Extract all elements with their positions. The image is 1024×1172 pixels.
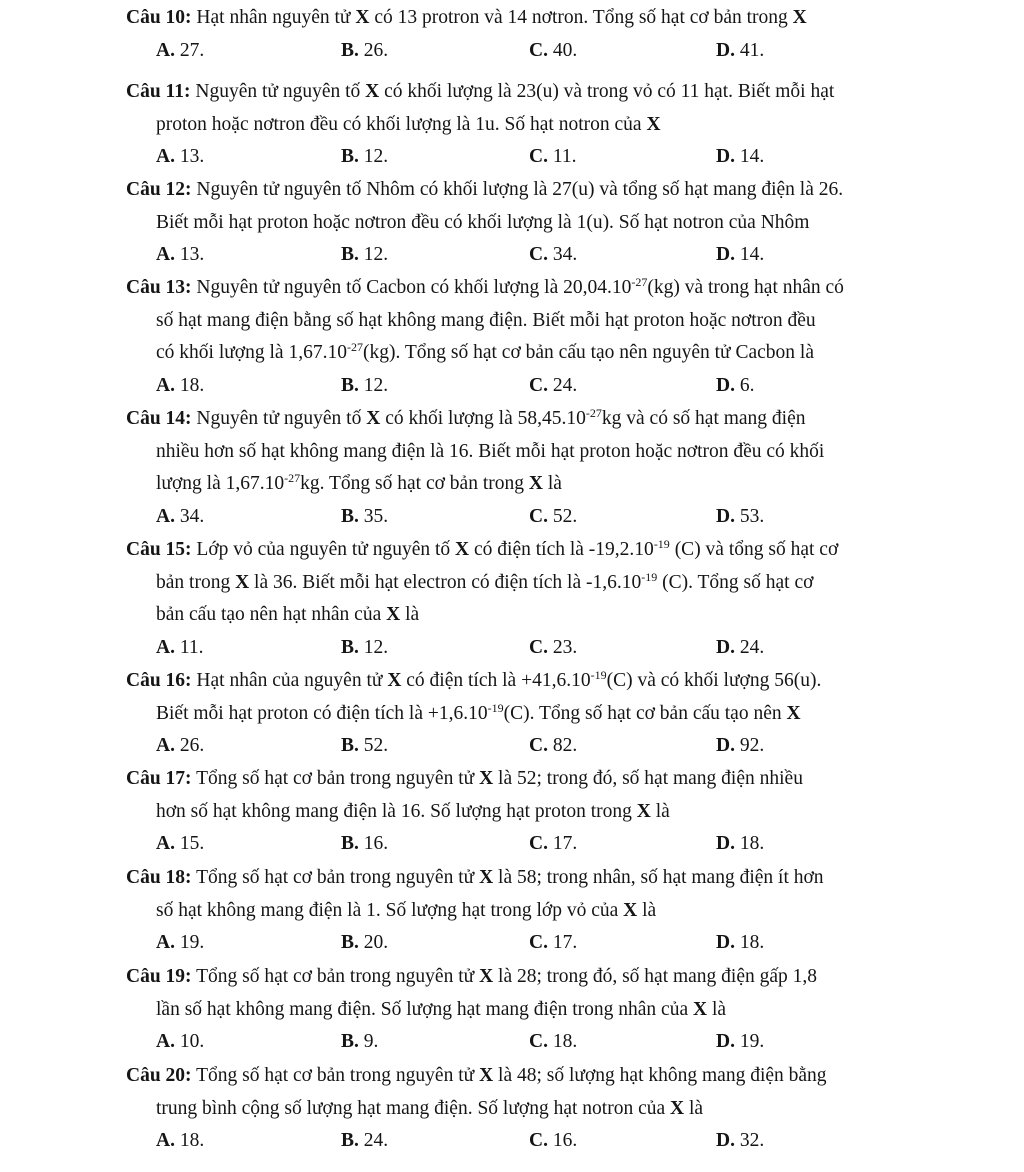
- element-symbol: X: [623, 899, 638, 921]
- answer-option-b[interactable]: [341, 636, 388, 662]
- answer-option-d[interactable]: [716, 505, 764, 531]
- question-number: Câu 17:: [126, 768, 192, 789]
- question-stem-first-line: [126, 178, 843, 204]
- option-value: 12.: [363, 637, 389, 659]
- question-text: bản cấu tạo nên hạt nhân của: [156, 604, 387, 626]
- option-value: 23.: [552, 637, 578, 659]
- answer-option-c[interactable]: [529, 39, 577, 65]
- question-number: Câu 19:: [126, 966, 192, 987]
- option-value: 17.: [552, 833, 578, 855]
- answer-option-c[interactable]: [529, 374, 577, 400]
- option-letter: C.: [529, 932, 548, 954]
- question-text: có khối lượng là 23(u) và trong vỏ có 11 hạt. Biết mỗi hạt: [379, 81, 835, 102]
- option-value: 24.: [739, 637, 765, 659]
- question-text: (C). Tổng số hạt cơ: [657, 571, 814, 593]
- element-symbol: X: [646, 113, 661, 135]
- question-number: Câu 10:: [126, 7, 192, 28]
- element-symbol: X: [786, 702, 801, 724]
- option-letter: B.: [341, 735, 359, 757]
- exponent: -27: [631, 275, 648, 289]
- question-text: có 13 protron và 14 nơtron. Tổng số hạt cơ bản trong: [369, 7, 793, 28]
- option-letter: A.: [156, 506, 175, 528]
- answer-option-a[interactable]: [156, 145, 204, 171]
- question-stem-first-line: [126, 276, 844, 302]
- exponent: -27: [585, 406, 602, 420]
- element-symbol: X: [479, 966, 494, 987]
- option-letter: B.: [341, 244, 359, 266]
- answer-option-b[interactable]: [341, 39, 388, 65]
- option-letter: A.: [156, 39, 175, 61]
- answer-option-c[interactable]: [529, 832, 577, 858]
- exponent: -19: [590, 668, 607, 682]
- option-letter: C.: [529, 506, 548, 528]
- option-value: 6.: [739, 375, 755, 397]
- option-value: 11.: [552, 146, 577, 168]
- question-text: có điện tích là -19,2.10: [469, 539, 654, 560]
- option-letter: D.: [716, 506, 735, 528]
- question-stem-first-line: [126, 538, 838, 564]
- option-letter: D.: [716, 244, 735, 266]
- option-value: 12.: [363, 244, 389, 266]
- question-stem-line: [156, 211, 809, 237]
- question-stem-first-line: [126, 669, 821, 695]
- question-text: Biết mỗi hạt proton có điện tích là +1,6.10: [156, 702, 488, 724]
- option-value: 10.: [179, 1031, 205, 1053]
- option-value: 26.: [179, 735, 205, 757]
- option-letter: A.: [156, 735, 175, 757]
- element-symbol: X: [386, 604, 401, 626]
- question-stem-first-line: [126, 965, 817, 991]
- option-value: 18.: [739, 932, 765, 954]
- question-text: hơn số hạt không mang điện là 16. Số lượng hạt proton trong: [156, 800, 637, 822]
- option-letter: B.: [341, 506, 359, 528]
- answer-option-d[interactable]: [716, 1030, 764, 1056]
- element-symbol: X: [366, 408, 381, 429]
- question-text: là: [707, 998, 727, 1020]
- option-value: 14.: [739, 146, 765, 168]
- question-text: là 28; trong đó, số hạt mang điện gấp 1,8: [493, 966, 818, 987]
- option-value: 34.: [552, 244, 578, 266]
- answer-option-a[interactable]: [156, 505, 204, 531]
- option-letter: B.: [341, 1031, 359, 1053]
- question-text: proton hoặc nơtron đều có khối lượng là 1u. Số hạt notron của: [156, 113, 647, 135]
- question-stem-first-line: [126, 407, 806, 433]
- answer-option-d[interactable]: [716, 931, 764, 957]
- option-letter: A.: [156, 1130, 175, 1152]
- option-letter: B.: [341, 146, 359, 168]
- question-number: Câu 13:: [126, 277, 192, 298]
- option-letter: A.: [156, 932, 175, 954]
- question-stem-line: [156, 440, 824, 466]
- element-symbol: X: [455, 539, 470, 560]
- option-value: 18.: [179, 375, 205, 397]
- option-letter: D.: [716, 375, 735, 397]
- option-value: 34.: [179, 506, 205, 528]
- question-text: là 48; số lượng hạt không mang điện bằng: [493, 1065, 827, 1086]
- option-letter: C.: [529, 833, 548, 855]
- answer-option-a[interactable]: [156, 39, 204, 65]
- answer-option-d[interactable]: [716, 374, 754, 400]
- option-value: 13.: [179, 244, 205, 266]
- question-text: là: [542, 473, 562, 495]
- answer-option-b[interactable]: [341, 243, 388, 269]
- question-text: bản trong: [156, 571, 236, 593]
- question-text: Nguyên tử nguyên tố: [195, 81, 366, 102]
- option-value: 19.: [179, 932, 205, 954]
- option-value: 40.: [552, 39, 578, 61]
- question-stem-line: [156, 998, 726, 1024]
- answer-option-b[interactable]: [341, 374, 388, 400]
- option-value: 26.: [363, 39, 389, 61]
- option-letter: A.: [156, 1031, 175, 1053]
- option-letter: D.: [716, 932, 735, 954]
- option-value: 12.: [363, 146, 389, 168]
- question-number: Câu 15:: [126, 539, 192, 560]
- question-text: là: [400, 604, 420, 626]
- question-text: (kg) và trong hạt nhân có: [647, 277, 844, 298]
- option-letter: B.: [341, 1130, 359, 1152]
- question-stem-line: [156, 899, 656, 925]
- answer-option-a[interactable]: [156, 931, 204, 957]
- answer-option-c[interactable]: [529, 1129, 577, 1155]
- answer-option-a[interactable]: [156, 734, 204, 760]
- question-stem-line: [156, 341, 814, 367]
- element-symbol: X: [235, 571, 250, 593]
- element-symbol: X: [528, 473, 543, 495]
- option-letter: D.: [716, 146, 735, 168]
- option-letter: D.: [716, 1130, 735, 1152]
- option-value: 53.: [739, 506, 765, 528]
- element-symbol: X: [479, 1065, 494, 1086]
- option-value: 15.: [179, 833, 205, 855]
- question-text: (C). Tổng số hạt cơ bản cấu tạo nên: [503, 702, 787, 724]
- question-stem-line: [156, 309, 816, 335]
- question-stem-line: [156, 702, 801, 728]
- question-text: là 52; trong đó, số hạt mang điện nhiều: [493, 768, 803, 789]
- exponent: -27: [284, 471, 301, 486]
- option-letter: C.: [529, 637, 548, 659]
- question-stem-line: [156, 113, 661, 139]
- question-text: nhiều hơn số hạt không mang điện là 16. Biết mỗi hạt proton hoặc nơtron đều có khối: [156, 440, 825, 462]
- question-stem-first-line: [126, 6, 807, 32]
- option-letter: A.: [156, 833, 175, 855]
- option-value: 19.: [739, 1031, 765, 1053]
- question-number: Câu 16:: [126, 670, 192, 691]
- option-letter: D.: [716, 39, 735, 61]
- question-text: (kg). Tổng số hạt cơ bản cấu tạo nên nguyên tử Cacbon là: [362, 342, 814, 364]
- option-value: 52.: [552, 506, 578, 528]
- question-text: (C) và tổng số hạt cơ: [669, 539, 839, 560]
- answer-option-d[interactable]: [716, 39, 764, 65]
- question-text: Tổng số hạt cơ bản trong nguyên tử: [196, 867, 480, 888]
- option-value: 11.: [179, 637, 204, 659]
- element-symbol: X: [693, 998, 708, 1020]
- option-value: 35.: [363, 506, 389, 528]
- answer-option-d[interactable]: [716, 1129, 764, 1155]
- question-text: có khối lượng là 1,67.10: [156, 342, 347, 364]
- question-text: Nguyên tử nguyên tố: [196, 408, 367, 429]
- option-letter: B.: [341, 833, 359, 855]
- exponent: -27: [346, 340, 363, 355]
- exponent: -19: [487, 700, 504, 715]
- exponent: -19: [653, 537, 670, 551]
- element-symbol: X: [365, 81, 380, 102]
- question-text: số hạt không mang điện là 1. Số lượng hạt trong lớp vỏ của: [156, 899, 624, 921]
- option-letter: D.: [716, 1031, 735, 1053]
- question-text: Biết mỗi hạt proton hoặc nơtron đều có khối lượng là 1(u). Số hạt notron của Nhôm: [156, 211, 810, 233]
- option-value: 16.: [552, 1130, 578, 1152]
- option-letter: A.: [156, 146, 175, 168]
- answer-option-a[interactable]: [156, 374, 204, 400]
- question-text: có điện tích là +41,6.10: [401, 670, 591, 691]
- question-number: Câu 11:: [126, 81, 191, 102]
- question-text: (C) và có khối lượng 56(u).: [606, 670, 822, 691]
- option-value: 41.: [739, 39, 765, 61]
- option-letter: D.: [716, 833, 735, 855]
- question-text: kg. Tổng số hạt cơ bản trong: [300, 473, 529, 495]
- exponent: -19: [641, 569, 658, 584]
- answer-option-c[interactable]: [529, 734, 577, 760]
- option-letter: B.: [341, 375, 359, 397]
- element-symbol: X: [479, 768, 494, 789]
- option-letter: C.: [529, 1031, 548, 1053]
- answer-option-a[interactable]: [156, 636, 204, 662]
- question-stem-line: [156, 1097, 703, 1123]
- option-letter: C.: [529, 39, 548, 61]
- question-number: Câu 14:: [126, 408, 192, 429]
- question-stem-first-line: [126, 866, 824, 892]
- option-letter: B.: [341, 932, 359, 954]
- question-text: Nguyên tử nguyên tố Nhôm có khối lượng là 27(u) và tổng số hạt mang điện là 26.: [196, 179, 844, 200]
- option-value: 16.: [363, 833, 389, 855]
- option-letter: D.: [716, 637, 735, 659]
- question-text: Hạt nhân nguyên tử: [196, 7, 356, 28]
- option-letter: B.: [341, 637, 359, 659]
- option-value: 12.: [363, 375, 389, 397]
- option-letter: A.: [156, 375, 175, 397]
- answer-option-b[interactable]: [341, 931, 388, 957]
- answer-option-b[interactable]: [341, 145, 388, 171]
- element-symbol: X: [355, 7, 370, 28]
- answer-option-d[interactable]: [716, 145, 764, 171]
- question-text: kg và có số hạt mang điện: [601, 408, 806, 429]
- element-symbol: X: [636, 800, 651, 822]
- question-text: Tổng số hạt cơ bản trong nguyên tử: [196, 1065, 480, 1086]
- option-letter: C.: [529, 375, 548, 397]
- question-stem-first-line: [126, 767, 803, 793]
- answer-option-a[interactable]: [156, 243, 204, 269]
- option-value: 17.: [552, 932, 578, 954]
- question-text: Tổng số hạt cơ bản trong nguyên tử: [196, 966, 480, 987]
- question-number: Câu 18:: [126, 867, 192, 888]
- answer-option-d[interactable]: [716, 243, 764, 269]
- option-value: 24.: [363, 1130, 389, 1152]
- option-letter: A.: [156, 637, 175, 659]
- answer-option-b[interactable]: [341, 734, 388, 760]
- answer-option-d[interactable]: [716, 734, 764, 760]
- option-value: 27.: [179, 39, 205, 61]
- answer-option-c[interactable]: [529, 1030, 577, 1056]
- option-value: 82.: [552, 735, 578, 757]
- answer-option-b[interactable]: [341, 1129, 388, 1155]
- question-text: Nguyên tử nguyên tố Cacbon có khối lượng là 20,04.10: [196, 277, 632, 298]
- option-value: 9.: [363, 1031, 379, 1053]
- option-letter: A.: [156, 244, 175, 266]
- answer-option-c[interactable]: [529, 931, 577, 957]
- answer-option-c[interactable]: [529, 505, 577, 531]
- question-text: lần số hạt không mang điện. Số lượng hạt mang điện trong nhân của: [156, 998, 693, 1020]
- option-value: 20.: [363, 932, 389, 954]
- option-value: 32.: [739, 1130, 765, 1152]
- answer-option-a[interactable]: [156, 832, 204, 858]
- option-value: 52.: [363, 735, 389, 757]
- question-stem-line: [156, 800, 670, 826]
- answer-option-d[interactable]: [716, 832, 764, 858]
- question-text: là 58; trong nhân, số hạt mang điện ít hơn: [493, 867, 824, 888]
- answer-option-a[interactable]: [156, 1129, 204, 1155]
- option-value: 18.: [552, 1031, 578, 1053]
- element-symbol: X: [792, 7, 807, 28]
- answer-option-b[interactable]: [341, 505, 388, 531]
- question-text: lượng là 1,67.10: [156, 473, 285, 495]
- question-stem-first-line: [126, 1064, 827, 1090]
- option-value: 14.: [739, 244, 765, 266]
- question-stem-line: [156, 472, 562, 498]
- question-text: Lớp vỏ của nguyên tử nguyên tố: [196, 539, 456, 560]
- option-value: 18.: [179, 1130, 205, 1152]
- option-value: 18.: [739, 833, 765, 855]
- element-symbol: X: [479, 867, 494, 888]
- question-text: trung bình cộng số lượng hạt mang điện. Số lượng hạt notron của: [156, 1097, 671, 1119]
- answer-option-a[interactable]: [156, 1030, 204, 1056]
- question-text: có khối lượng là 58,45.10: [380, 408, 586, 429]
- question-number: Câu 12:: [126, 179, 192, 200]
- option-letter: C.: [529, 1130, 548, 1152]
- option-letter: C.: [529, 244, 548, 266]
- option-value: 92.: [739, 735, 765, 757]
- question-text: là: [650, 800, 670, 822]
- answer-option-c[interactable]: [529, 145, 577, 171]
- question-text: số hạt mang điện bằng số hạt không mang điện. Biết mỗi hạt proton hoặc nơtron đều: [156, 309, 816, 331]
- answer-option-b[interactable]: [341, 832, 388, 858]
- option-value: 13.: [179, 146, 205, 168]
- option-letter: B.: [341, 39, 359, 61]
- answer-option-c[interactable]: [529, 636, 577, 662]
- option-value: 24.: [552, 375, 578, 397]
- answer-option-b[interactable]: [341, 1030, 378, 1056]
- question-stem-first-line: [126, 80, 834, 106]
- option-letter: C.: [529, 735, 548, 757]
- question-stem-line: [156, 603, 419, 629]
- option-letter: C.: [529, 146, 548, 168]
- answer-option-c[interactable]: [529, 243, 577, 269]
- question-text: là: [684, 1097, 704, 1119]
- option-letter: D.: [716, 735, 735, 757]
- element-symbol: X: [670, 1097, 685, 1119]
- element-symbol: X: [387, 670, 402, 691]
- question-text: Tổng số hạt cơ bản trong nguyên tử: [196, 768, 480, 789]
- question-text: là: [637, 899, 657, 921]
- question-number: Câu 20:: [126, 1065, 192, 1086]
- question-stem-line: [156, 571, 813, 597]
- question-text: Hạt nhân của nguyên tử: [196, 670, 388, 691]
- question-text: là 36. Biết mỗi hạt electron có điện tích là -1,6.10: [249, 571, 642, 593]
- answer-option-d[interactable]: [716, 636, 764, 662]
